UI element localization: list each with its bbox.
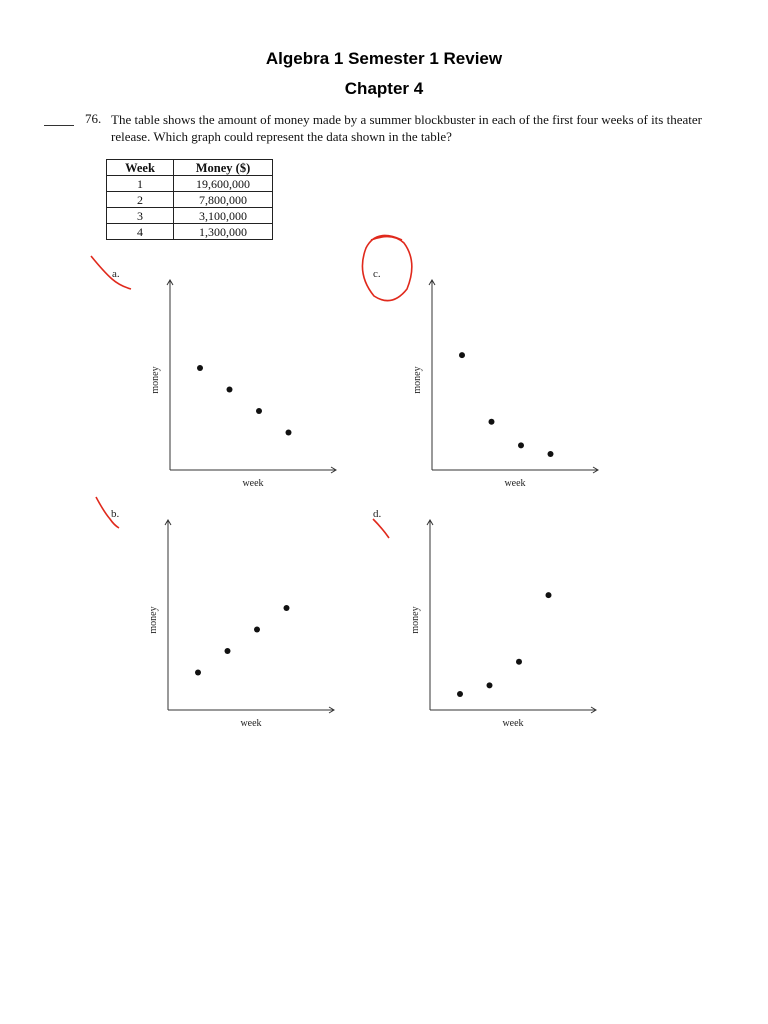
y-axis-label: money xyxy=(150,366,161,394)
table-row xyxy=(107,192,273,208)
table-row xyxy=(107,208,273,224)
data-point xyxy=(195,670,201,676)
table-header-row xyxy=(107,160,273,176)
y-axis-label: money xyxy=(148,606,159,634)
check-mark-a xyxy=(91,256,131,289)
data-point xyxy=(286,430,292,436)
column-header-week: Week xyxy=(107,160,174,176)
data-point xyxy=(256,408,262,414)
graph-b xyxy=(138,510,348,740)
data-point xyxy=(459,352,465,358)
x-axis-label: week xyxy=(504,478,526,489)
data-point xyxy=(254,627,260,633)
money-cell: 19,600,000 xyxy=(174,176,273,192)
money-cell: 1,300,000 xyxy=(174,224,273,240)
data-point xyxy=(487,682,493,688)
data-point xyxy=(548,451,554,457)
graph-c xyxy=(402,270,612,500)
data-point xyxy=(457,691,463,697)
data-point xyxy=(518,442,524,448)
data-point xyxy=(225,648,231,654)
check-mark-d xyxy=(373,519,389,538)
data-point xyxy=(546,592,552,598)
data-point xyxy=(516,659,522,665)
data-point xyxy=(227,387,233,393)
y-axis-label: money xyxy=(412,366,423,394)
week-cell: 1 xyxy=(107,176,174,192)
x-axis-label: week xyxy=(240,718,262,729)
money-cell: 7,800,000 xyxy=(174,192,273,208)
table-row xyxy=(107,224,273,240)
x-axis-label: week xyxy=(502,718,524,729)
week-cell: 4 xyxy=(107,224,174,240)
data-point xyxy=(489,419,495,425)
choice-a-label[interactable]: a. xyxy=(112,268,120,280)
choice-d-label[interactable]: d. xyxy=(373,508,382,520)
data-point xyxy=(197,365,203,371)
x-axis-label: week xyxy=(242,478,264,489)
week-cell: 2 xyxy=(107,192,174,208)
choice-b-label[interactable]: b. xyxy=(111,508,120,520)
money-cell: 3,100,000 xyxy=(174,208,273,224)
data-point xyxy=(284,605,290,611)
answer-blank[interactable] xyxy=(44,125,74,126)
chapter-subtitle: Chapter 4 xyxy=(344,79,424,98)
table-row xyxy=(107,176,273,192)
week-cell: 3 xyxy=(107,208,174,224)
question-text: The table shows the amount of money made by a summer blockbuster in each of the first four weeks of its theater release. Which graph could represent the data shown in the table? xyxy=(111,112,702,144)
graph-a xyxy=(140,270,350,500)
choice-c-label[interactable]: c. xyxy=(373,268,381,280)
data-table xyxy=(106,159,273,240)
column-header-money: Money ($) xyxy=(174,160,273,176)
y-axis-label: money xyxy=(410,606,421,634)
question-number: 76. xyxy=(85,111,102,126)
page-title: Algebra 1 Semester 1 Review xyxy=(265,49,503,68)
graph-d xyxy=(400,510,610,740)
